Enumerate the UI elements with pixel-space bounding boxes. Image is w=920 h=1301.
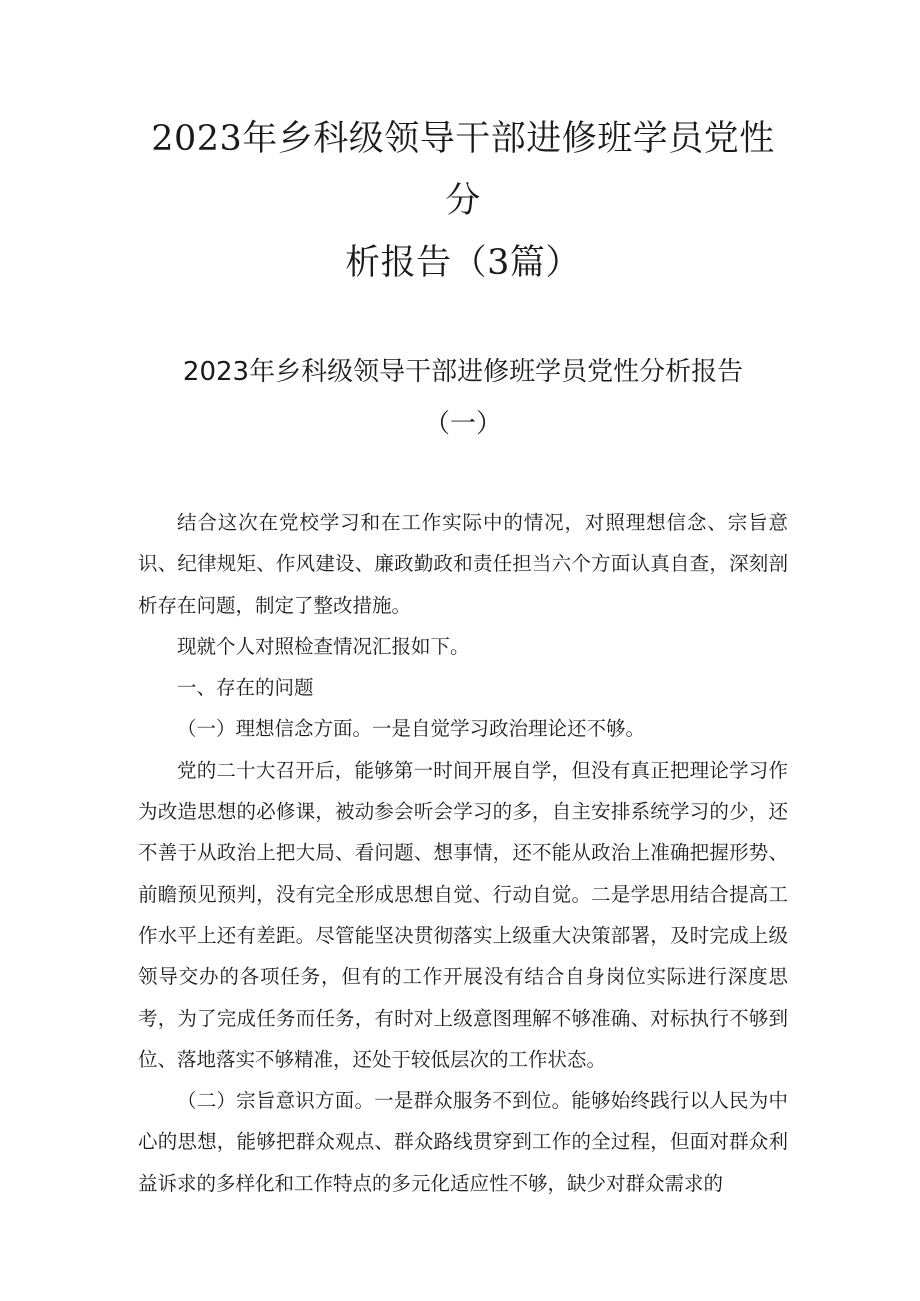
report-subtitle (138, 346, 788, 450)
section-heading-problems: 一、存在的问题 (177, 676, 314, 700)
document-title (138, 0, 788, 294)
subsection-heading-purpose: （二）宗旨意识方面。一是群众服务不到位。能够始终践行以人民为中心的思想，能够把群众观点、群众路线贯穿到工作的全过程，但面对群众利益诉求的多样化和工作特点的多元化适应性不够，缺少对群众需求的 (138, 1089, 788, 1195)
report-subtitle-line-1: 2023年乡科级领导干部进修班学员党性分析报告 (182, 357, 744, 387)
subsection-heading-ideals: （一）理想信念方面。一是自觉学习政治理论还不够。 (177, 717, 646, 741)
paragraph-ideals-detail: 党的二十大召开后，能够第一时间开展自学，但没有真正把理论学习作为改造思想的必修课，被动参会听会学习的多，自主安排系统学习的少，还不善于从政治上把大局、看问题、想事情，还不能从政治上准确把握形势、前瞻预见预判，没有完全形成思想自觉、行动自觉。二是学思用结合提高工作水平上还有差距。尽管能坚决贯彻落实上级重大决策部署，及时完成上级领导交办的各项任务，但有的工作开展没有结合自身岗位实际进行深度思考，为了完成任务而任务，有时对上级意图理解不够准确、对标执行不够到位、落地落实不够精准，还处于较低层次的工作状态。 (138, 758, 788, 1071)
report-subtitle-line-2: （一） (423, 409, 502, 439)
document-title-line-1: 2023年乡科级领导干部进修班学员党性分 (151, 119, 775, 221)
paragraph-intro: 结合这次在党校学习和在工作实际中的情况，对照理想信念、宗旨意识、纪律规矩、作风建设、廉政勤政和责任担当六个方面认真自查，深刻剖析存在问题，制定了整改措施。 (138, 511, 788, 617)
document-title-line-2: 析报告（3篇） (345, 243, 581, 283)
document-body (138, 502, 788, 1204)
paragraph-report-lead: 现就个人对照检查情况汇报如下。 (177, 634, 470, 658)
